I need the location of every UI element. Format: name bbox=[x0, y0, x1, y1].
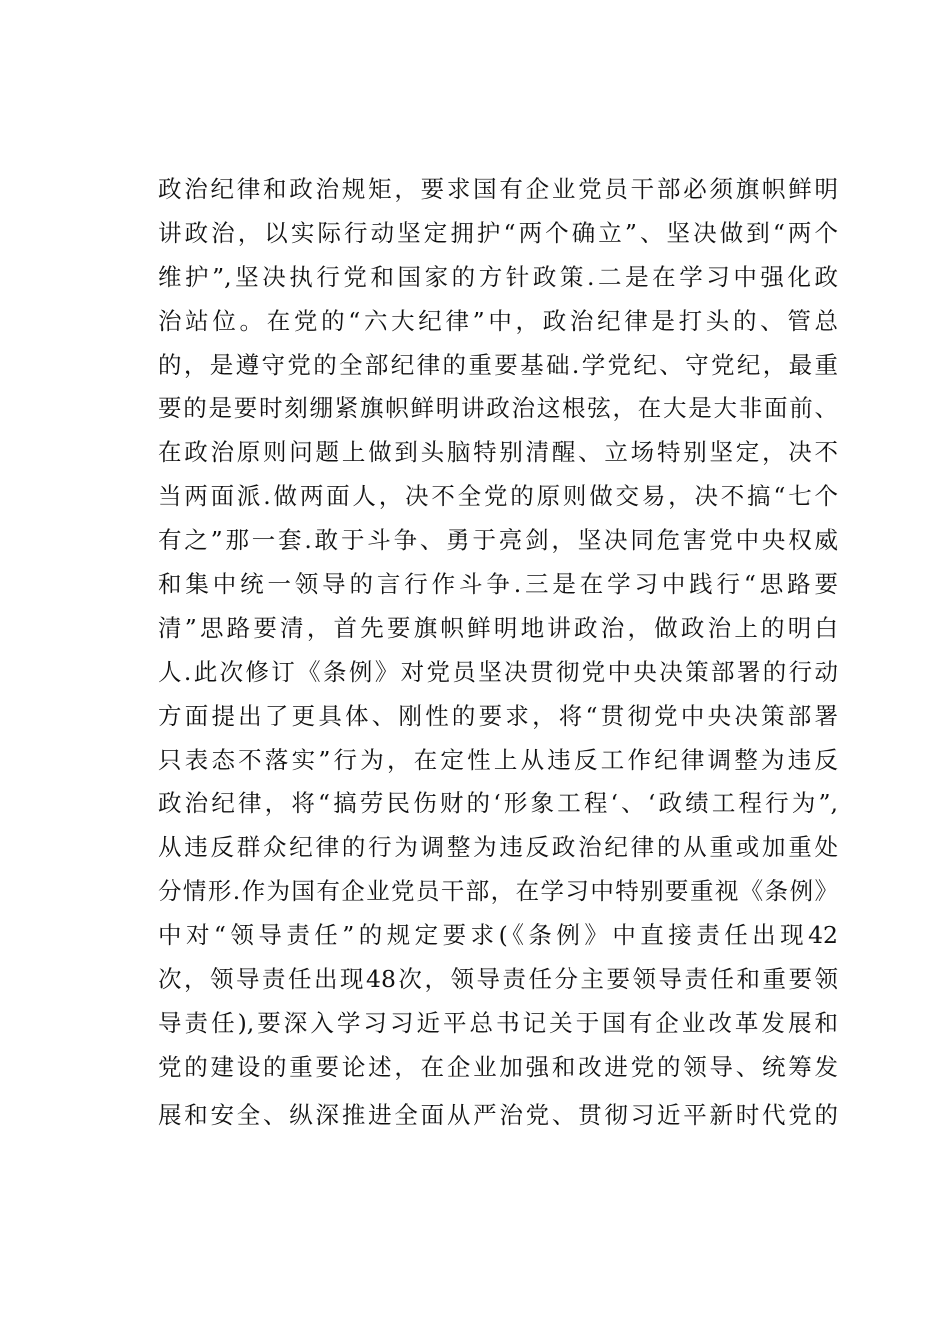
text-line: 从违反群众纪律的行为调整为违反政治纪律的从重或加重处 bbox=[158, 833, 838, 862]
text-line: 分情形.作为国有企业党员干部，在学习中特别要重视《条例》 bbox=[158, 877, 838, 906]
text-line: 党的建设的重要论述，在企业加强和改进党的领导、统筹发 bbox=[158, 1052, 838, 1081]
text-line: 有之”那一套.敢于斗争、勇于亮剑，坚决同危害党中央权威 bbox=[158, 526, 838, 555]
text-line: 次，领导责任出现48次，领导责任分主要领导责任和重要领 bbox=[158, 965, 838, 994]
text-line: 清”思路要清，首先要旗帜鲜明地讲政治，做政治上的明白 bbox=[158, 613, 838, 642]
text-line: 讲政治，以实际行动坚定拥护“两个确立”、坚决做到“两个 bbox=[158, 218, 838, 247]
text-line: 人.此次修订《条例》对党员坚决贯彻党中央决策部署的行动 bbox=[158, 657, 838, 686]
text-line: 要的是要时刻绷紧旗帜鲜明讲政治这根弦，在大是大非面前、 bbox=[158, 394, 838, 423]
text-line: 中对“领导责任”的规定要求(《条例》中直接责任出现42 bbox=[158, 921, 838, 950]
text-line: 方面提出了更具体、刚性的要求，将“贯彻党中央决策部署 bbox=[158, 701, 838, 730]
body-text bbox=[158, 168, 838, 1138]
text-line: 政治纪律和政治规矩，要求国有企业党员干部必须旗帜鲜明 bbox=[158, 175, 838, 203]
text-line: 和集中统一领导的言行作斗争.三是在学习中践行“思路要 bbox=[158, 570, 838, 599]
text-line: 治站位。在党的“六大纪律”中，政治纪律是打头的、管总 bbox=[158, 306, 838, 335]
text-line: 只表态不落实”行为，在定性上从违反工作纪律调整为违反 bbox=[158, 745, 838, 774]
text-line: 导责任),要深入学习习近平总书记关于国有企业改革发展和 bbox=[158, 1008, 838, 1037]
text-line: 政治纪律，将“搞劳民伤财的‘形象工程‘、‘政绩工程行为”, bbox=[158, 789, 838, 818]
text-line: 在政治原则问题上做到头脑特别清醒、立场特别坚定，决不 bbox=[158, 438, 838, 467]
text-line: 当两面派.做两面人，决不全党的原则做交易，决不搞“七个 bbox=[158, 482, 838, 511]
text-line: 维护”,坚决执行党和国家的方针政策.二是在学习中强化政 bbox=[158, 262, 838, 291]
text-line: 的，是遵守党的全部纪律的重要基础.学党纪、守党纪，最重 bbox=[158, 350, 838, 379]
text-line: 展和安全、纵深推进全面从严治党、贯彻习近平新时代党的 bbox=[158, 1100, 838, 1129]
